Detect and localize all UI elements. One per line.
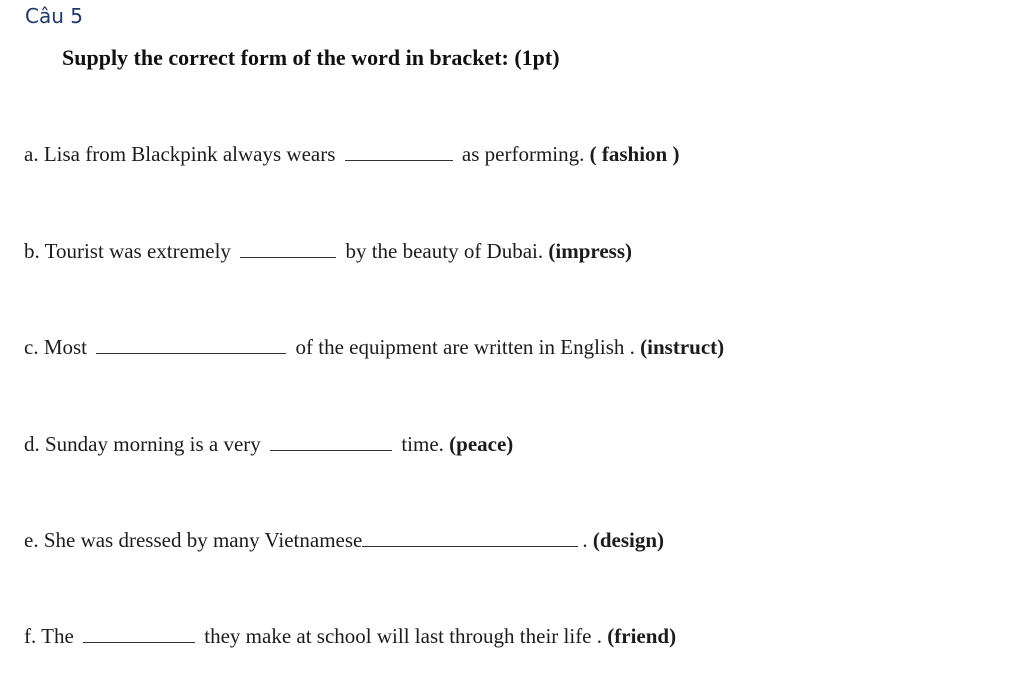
item-text-after: by the beauty of Dubai.: [345, 239, 544, 263]
item-text-after: .: [582, 528, 588, 552]
question-heading: Câu 5: [25, 4, 83, 28]
answer-blank: [83, 624, 195, 643]
instruction-text: Supply the correct form of the word in bracket: (1pt): [62, 45, 560, 70]
exercise-item-a: [24, 142, 679, 167]
answer-blank: [362, 528, 578, 547]
answer-blank: [345, 142, 453, 161]
item-text-after: time.: [401, 432, 444, 456]
word-hint: (design): [592, 528, 665, 552]
item-text-before: a. Lisa from Blackpink always wears: [24, 142, 336, 166]
item-text-after: they make at school will last through their life .: [204, 624, 603, 648]
exercise-item-c: [24, 335, 724, 360]
item-text-before: c. Most: [24, 335, 87, 359]
exercise-item-b: [24, 239, 632, 264]
item-text-before: f. The: [24, 624, 74, 648]
answer-blank: [240, 239, 336, 258]
item-text-before: e. She was dressed by many Vietnamese: [24, 528, 363, 552]
word-hint: (impress): [548, 239, 632, 263]
exercise-item-f: [24, 624, 676, 649]
answer-blank: [96, 335, 286, 354]
word-hint: (peace): [449, 432, 514, 456]
item-text-after: as performing.: [461, 142, 585, 166]
word-hint: (instruct): [640, 335, 725, 359]
word-hint: ( fashion ): [589, 142, 680, 166]
exercise-item-d: [24, 432, 513, 457]
word-hint: (friend): [607, 624, 677, 648]
answer-blank: [270, 432, 392, 451]
item-text-before: d. Sunday morning is a very: [24, 432, 261, 456]
item-text-after: of the equipment are written in English .: [295, 335, 635, 359]
exercise-item-e: [24, 528, 664, 553]
item-text-before: b. Tourist was extremely: [24, 239, 231, 263]
